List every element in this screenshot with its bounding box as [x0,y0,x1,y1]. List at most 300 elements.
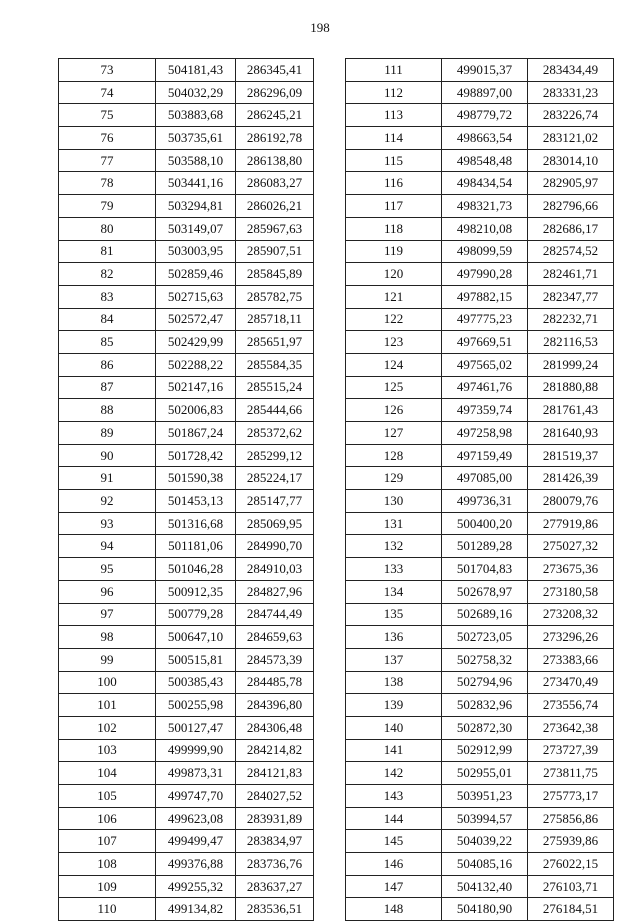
point-number-cell: 117 [346,195,442,218]
y-coordinate-cell: 282574,52 [528,240,614,263]
y-coordinate-cell: 284910,03 [236,558,314,581]
y-coordinate-cell: 285299,12 [236,444,314,467]
y-coordinate-cell: 273675,36 [528,558,614,581]
point-number-cell: 86 [59,353,156,376]
table-row [59,830,314,853]
y-coordinate-cell: 276184,51 [528,898,614,921]
y-coordinate-cell: 284573,39 [236,648,314,671]
table-row [346,217,614,240]
x-coordinate-cell: 499255,32 [156,875,236,898]
table-row [59,104,314,127]
table-row [346,195,614,218]
x-coordinate-cell: 498897,00 [442,81,528,104]
point-number-cell: 115 [346,149,442,172]
x-coordinate-cell: 504085,16 [442,853,528,876]
x-coordinate-cell: 502006,83 [156,399,236,422]
point-number-cell: 83 [59,285,156,308]
x-coordinate-cell: 502872,30 [442,716,528,739]
table-row [346,807,614,830]
table-row [59,81,314,104]
x-coordinate-cell: 502832,96 [442,694,528,717]
y-coordinate-cell: 286192,78 [236,127,314,150]
point-number-cell: 103 [59,739,156,762]
table-row [346,603,614,626]
x-coordinate-cell: 501181,06 [156,535,236,558]
point-number-cell: 93 [59,512,156,535]
y-coordinate-cell: 286245,21 [236,104,314,127]
table-row [346,558,614,581]
table-row [346,81,614,104]
point-number-cell: 120 [346,263,442,286]
y-coordinate-cell: 284827,96 [236,580,314,603]
table-row [346,308,614,331]
x-coordinate-cell: 503294,81 [156,195,236,218]
y-coordinate-cell: 281880,88 [528,376,614,399]
page-number: 198 [310,20,330,35]
point-number-cell: 74 [59,81,156,104]
y-coordinate-cell: 280079,76 [528,490,614,513]
point-number-cell: 126 [346,399,442,422]
y-coordinate-cell: 284396,80 [236,694,314,717]
point-number-cell: 119 [346,240,442,263]
point-number-cell: 90 [59,444,156,467]
x-coordinate-cell: 499623,08 [156,807,236,830]
point-number-cell: 101 [59,694,156,717]
x-coordinate-cell: 500647,10 [156,626,236,649]
point-number-cell: 102 [59,716,156,739]
x-coordinate-cell: 504180,90 [442,898,528,921]
point-number-cell: 105 [59,785,156,808]
point-number-cell: 84 [59,308,156,331]
point-number-cell: 82 [59,263,156,286]
x-coordinate-cell: 503441,16 [156,172,236,195]
x-coordinate-cell: 503588,10 [156,149,236,172]
point-number-cell: 139 [346,694,442,717]
table-row [59,376,314,399]
point-number-cell: 133 [346,558,442,581]
table-row [346,535,614,558]
y-coordinate-cell: 283637,27 [236,875,314,898]
x-coordinate-cell: 500127,47 [156,716,236,739]
table-row [59,308,314,331]
y-coordinate-cell: 275939,86 [528,830,614,853]
table-row [346,240,614,263]
x-coordinate-cell: 500912,35 [156,580,236,603]
table-row [346,739,614,762]
y-coordinate-cell: 275773,17 [528,785,614,808]
x-coordinate-cell: 501728,42 [156,444,236,467]
x-coordinate-cell: 497461,76 [442,376,528,399]
x-coordinate-cell: 502859,46 [156,263,236,286]
table-row [346,399,614,422]
x-coordinate-cell: 504032,29 [156,81,236,104]
table-row [59,195,314,218]
point-number-cell: 123 [346,331,442,354]
table-row [59,626,314,649]
x-coordinate-cell: 503883,68 [156,104,236,127]
table-row [346,648,614,671]
y-coordinate-cell: 285147,77 [236,490,314,513]
table-row [346,490,614,513]
y-coordinate-cell: 286026,21 [236,195,314,218]
y-coordinate-cell: 285967,63 [236,217,314,240]
table-row [59,694,314,717]
y-coordinate-cell: 284485,78 [236,671,314,694]
point-number-cell: 137 [346,648,442,671]
y-coordinate-cell: 284121,83 [236,762,314,785]
x-coordinate-cell: 498663,54 [442,127,528,150]
table-row [346,104,614,127]
point-number-cell: 147 [346,875,442,898]
x-coordinate-cell: 504132,40 [442,875,528,898]
table-row [346,762,614,785]
table-row [59,353,314,376]
x-coordinate-cell: 498099,59 [442,240,528,263]
y-coordinate-cell: 273642,38 [528,716,614,739]
point-number-cell: 77 [59,149,156,172]
x-coordinate-cell: 502912,99 [442,739,528,762]
point-number-cell: 128 [346,444,442,467]
point-number-cell: 92 [59,490,156,513]
table-row [346,285,614,308]
x-coordinate-cell: 501046,28 [156,558,236,581]
x-coordinate-cell: 497159,49 [442,444,528,467]
y-coordinate-cell: 286083,27 [236,172,314,195]
point-number-cell: 118 [346,217,442,240]
point-number-cell: 140 [346,716,442,739]
y-coordinate-cell: 281426,39 [528,467,614,490]
point-number-cell: 122 [346,308,442,331]
point-number-cell: 110 [59,898,156,921]
y-coordinate-cell: 282232,71 [528,308,614,331]
table-row [59,671,314,694]
x-coordinate-cell: 500385,43 [156,671,236,694]
table-row [59,580,314,603]
point-number-cell: 85 [59,331,156,354]
table-row [59,512,314,535]
y-coordinate-cell: 285845,89 [236,263,314,286]
y-coordinate-cell: 276103,71 [528,875,614,898]
point-number-cell: 143 [346,785,442,808]
y-coordinate-cell: 284659,63 [236,626,314,649]
point-number-cell: 73 [59,59,156,82]
y-coordinate-cell: 281519,37 [528,444,614,467]
y-coordinate-cell: 282796,66 [528,195,614,218]
y-coordinate-cell: 282461,71 [528,263,614,286]
table-row [59,648,314,671]
y-coordinate-cell: 283931,89 [236,807,314,830]
x-coordinate-cell: 503003,95 [156,240,236,263]
table-row [59,240,314,263]
coordinate-table-right [345,58,614,921]
x-coordinate-cell: 497990,28 [442,263,528,286]
x-coordinate-cell: 498434,54 [442,172,528,195]
point-number-cell: 142 [346,762,442,785]
point-number-cell: 75 [59,104,156,127]
point-number-cell: 98 [59,626,156,649]
table-row [346,626,614,649]
table-row [59,535,314,558]
y-coordinate-cell: 282686,17 [528,217,614,240]
point-number-cell: 76 [59,127,156,150]
y-coordinate-cell: 285372,62 [236,422,314,445]
point-number-cell: 114 [346,127,442,150]
x-coordinate-cell: 498779,72 [442,104,528,127]
table-row [346,716,614,739]
table-row [59,399,314,422]
table-row [59,716,314,739]
y-coordinate-cell: 285907,51 [236,240,314,263]
x-coordinate-cell: 503149,07 [156,217,236,240]
y-coordinate-cell: 286296,09 [236,81,314,104]
point-number-cell: 106 [59,807,156,830]
table-row [59,444,314,467]
y-coordinate-cell: 283434,49 [528,59,614,82]
y-coordinate-cell: 285718,11 [236,308,314,331]
y-coordinate-cell: 285651,97 [236,331,314,354]
table-row [346,512,614,535]
y-coordinate-cell: 285782,75 [236,285,314,308]
y-coordinate-cell: 277919,86 [528,512,614,535]
table-row [346,422,614,445]
point-number-cell: 134 [346,580,442,603]
x-coordinate-cell: 497882,15 [442,285,528,308]
table-row [59,558,314,581]
table-row [59,149,314,172]
point-number-cell: 125 [346,376,442,399]
y-coordinate-cell: 285444,66 [236,399,314,422]
table-row [59,875,314,898]
x-coordinate-cell: 499499,47 [156,830,236,853]
point-number-cell: 108 [59,853,156,876]
x-coordinate-cell: 501289,28 [442,535,528,558]
point-number-cell: 112 [346,81,442,104]
x-coordinate-cell: 502758,32 [442,648,528,671]
x-coordinate-cell: 502429,99 [156,331,236,354]
table-row [346,149,614,172]
y-coordinate-cell: 275027,32 [528,535,614,558]
table-row [59,127,314,150]
table-row [59,762,314,785]
point-number-cell: 145 [346,830,442,853]
y-coordinate-cell: 283226,74 [528,104,614,127]
y-coordinate-cell: 281761,43 [528,399,614,422]
table-row [346,467,614,490]
x-coordinate-cell: 497669,51 [442,331,528,354]
y-coordinate-cell: 281640,93 [528,422,614,445]
x-coordinate-cell: 499376,88 [156,853,236,876]
y-coordinate-cell: 273180,58 [528,580,614,603]
y-coordinate-cell: 273556,74 [528,694,614,717]
table-row [346,127,614,150]
point-number-cell: 80 [59,217,156,240]
table-row [59,785,314,808]
x-coordinate-cell: 500515,81 [156,648,236,671]
point-number-cell: 121 [346,285,442,308]
table-row [346,444,614,467]
x-coordinate-cell: 500255,98 [156,694,236,717]
point-number-cell: 131 [346,512,442,535]
point-number-cell: 135 [346,603,442,626]
x-coordinate-cell: 502689,16 [442,603,528,626]
coordinate-table-left [58,58,314,921]
table-row [346,580,614,603]
y-coordinate-cell: 281999,24 [528,353,614,376]
x-coordinate-cell: 501316,68 [156,512,236,535]
x-coordinate-cell: 498210,08 [442,217,528,240]
y-coordinate-cell: 286138,80 [236,149,314,172]
y-coordinate-cell: 284990,70 [236,535,314,558]
point-number-cell: 148 [346,898,442,921]
y-coordinate-cell: 273383,66 [528,648,614,671]
y-coordinate-cell: 283121,02 [528,127,614,150]
y-coordinate-cell: 273208,32 [528,603,614,626]
point-number-cell: 127 [346,422,442,445]
point-number-cell: 141 [346,739,442,762]
table-row [59,490,314,513]
y-coordinate-cell: 285069,95 [236,512,314,535]
table-row [346,875,614,898]
x-coordinate-cell: 497565,02 [442,353,528,376]
y-coordinate-cell: 273811,75 [528,762,614,785]
table-row [346,830,614,853]
table-row [59,217,314,240]
x-coordinate-cell: 499999,90 [156,739,236,762]
point-number-cell: 95 [59,558,156,581]
table-row [59,853,314,876]
point-number-cell: 130 [346,490,442,513]
point-number-cell: 107 [59,830,156,853]
y-coordinate-cell: 283736,76 [236,853,314,876]
table-row [59,898,314,921]
table-row [346,172,614,195]
x-coordinate-cell: 501704,83 [442,558,528,581]
point-number-cell: 129 [346,467,442,490]
table-row [59,331,314,354]
x-coordinate-cell: 501590,38 [156,467,236,490]
x-coordinate-cell: 498321,73 [442,195,528,218]
point-number-cell: 111 [346,59,442,82]
point-number-cell: 100 [59,671,156,694]
table-row [346,853,614,876]
x-coordinate-cell: 501867,24 [156,422,236,445]
x-coordinate-cell: 502572,47 [156,308,236,331]
x-coordinate-cell: 500400,20 [442,512,528,535]
x-coordinate-cell: 503994,57 [442,807,528,830]
point-number-cell: 116 [346,172,442,195]
point-number-cell: 124 [346,353,442,376]
x-coordinate-cell: 502147,16 [156,376,236,399]
point-number-cell: 88 [59,399,156,422]
y-coordinate-cell: 282905,97 [528,172,614,195]
y-coordinate-cell: 273470,49 [528,671,614,694]
point-number-cell: 97 [59,603,156,626]
table-row [346,263,614,286]
point-number-cell: 132 [346,535,442,558]
y-coordinate-cell: 284027,52 [236,785,314,808]
y-coordinate-cell: 285584,35 [236,353,314,376]
table-row [346,59,614,82]
y-coordinate-cell: 284306,48 [236,716,314,739]
point-number-cell: 78 [59,172,156,195]
y-coordinate-cell: 273296,26 [528,626,614,649]
table-row [59,467,314,490]
y-coordinate-cell: 283331,23 [528,81,614,104]
y-coordinate-cell: 285515,24 [236,376,314,399]
x-coordinate-cell: 501453,13 [156,490,236,513]
x-coordinate-cell: 503951,23 [442,785,528,808]
x-coordinate-cell: 502715,63 [156,285,236,308]
table-row [59,603,314,626]
table-row [59,807,314,830]
x-coordinate-cell: 502288,22 [156,353,236,376]
x-coordinate-cell: 499747,70 [156,785,236,808]
point-number-cell: 91 [59,467,156,490]
y-coordinate-cell: 275856,86 [528,807,614,830]
y-coordinate-cell: 283536,51 [236,898,314,921]
table-row [346,331,614,354]
y-coordinate-cell: 276022,15 [528,853,614,876]
x-coordinate-cell: 497258,98 [442,422,528,445]
point-number-cell: 144 [346,807,442,830]
point-number-cell: 113 [346,104,442,127]
point-number-cell: 94 [59,535,156,558]
point-number-cell: 109 [59,875,156,898]
x-coordinate-cell: 497359,74 [442,399,528,422]
x-coordinate-cell: 502955,01 [442,762,528,785]
point-number-cell: 136 [346,626,442,649]
y-coordinate-cell: 285224,17 [236,467,314,490]
point-number-cell: 79 [59,195,156,218]
point-number-cell: 146 [346,853,442,876]
x-coordinate-cell: 502723,05 [442,626,528,649]
table-row [346,898,614,921]
x-coordinate-cell: 499134,82 [156,898,236,921]
x-coordinate-cell: 499736,31 [442,490,528,513]
x-coordinate-cell: 500779,28 [156,603,236,626]
point-number-cell: 89 [59,422,156,445]
point-number-cell: 99 [59,648,156,671]
table-row [59,263,314,286]
y-coordinate-cell: 282116,53 [528,331,614,354]
y-coordinate-cell: 283834,97 [236,830,314,853]
point-number-cell: 104 [59,762,156,785]
point-number-cell: 138 [346,671,442,694]
point-number-cell: 96 [59,580,156,603]
table-row [346,376,614,399]
table-row [346,785,614,808]
y-coordinate-cell: 284744,49 [236,603,314,626]
x-coordinate-cell: 502794,96 [442,671,528,694]
x-coordinate-cell: 499015,37 [442,59,528,82]
point-number-cell: 81 [59,240,156,263]
y-coordinate-cell: 282347,77 [528,285,614,308]
table-row [346,694,614,717]
x-coordinate-cell: 497085,00 [442,467,528,490]
table-row [59,285,314,308]
table-row [346,353,614,376]
x-coordinate-cell: 504181,43 [156,59,236,82]
table-row [59,59,314,82]
y-coordinate-cell: 283014,10 [528,149,614,172]
x-coordinate-cell: 497775,23 [442,308,528,331]
table-row [59,422,314,445]
x-coordinate-cell: 504039,22 [442,830,528,853]
x-coordinate-cell: 502678,97 [442,580,528,603]
table-row [346,671,614,694]
x-coordinate-cell: 499873,31 [156,762,236,785]
x-coordinate-cell: 498548,48 [442,149,528,172]
